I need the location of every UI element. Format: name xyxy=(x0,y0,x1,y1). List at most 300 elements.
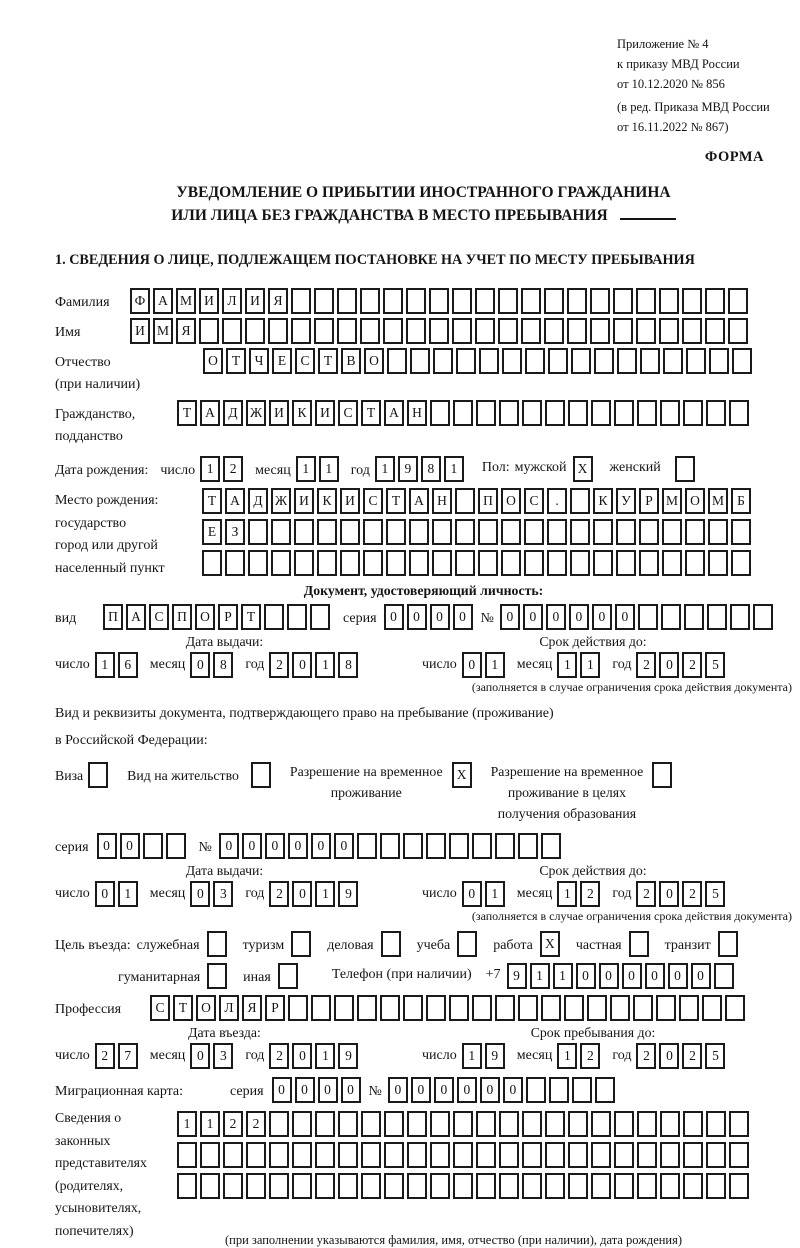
cell[interactable] xyxy=(502,348,522,374)
cell[interactable] xyxy=(638,604,658,630)
cell[interactable] xyxy=(541,995,561,1021)
residence-permit-checkbox[interactable] xyxy=(251,762,274,788)
cell[interactable] xyxy=(264,604,284,630)
cell[interactable] xyxy=(200,1142,220,1168)
cell[interactable] xyxy=(383,288,403,314)
cell[interactable]: 2 xyxy=(246,1111,266,1137)
representatives-row3-cells[interactable] xyxy=(177,1173,752,1199)
cell[interactable] xyxy=(545,400,565,426)
cell[interactable] xyxy=(731,550,751,576)
cell[interactable] xyxy=(499,1111,519,1137)
cell[interactable]: С xyxy=(150,995,170,1021)
cell[interactable]: Н xyxy=(432,488,452,514)
cell[interactable] xyxy=(637,1173,657,1199)
cell[interactable]: Ф xyxy=(130,288,150,314)
cell[interactable] xyxy=(544,288,564,314)
cell[interactable] xyxy=(501,519,521,545)
birthdate-year-cells[interactable] xyxy=(375,456,467,482)
birthdate-month-cells[interactable] xyxy=(296,456,342,482)
cell[interactable] xyxy=(705,318,725,344)
cell[interactable] xyxy=(472,833,492,859)
cell[interactable] xyxy=(407,1142,427,1168)
cell[interactable] xyxy=(456,348,476,374)
cell[interactable] xyxy=(360,288,380,314)
cell[interactable]: 0 xyxy=(500,604,520,630)
cell[interactable] xyxy=(590,288,610,314)
sex-female-checkbox[interactable] xyxy=(675,456,698,482)
cell[interactable]: У xyxy=(616,488,636,514)
cell[interactable] xyxy=(684,604,704,630)
cell[interactable]: 2 xyxy=(682,652,702,678)
cell[interactable] xyxy=(587,995,607,1021)
cell[interactable] xyxy=(729,1173,749,1199)
cell[interactable] xyxy=(522,1111,542,1137)
cell[interactable] xyxy=(338,1111,358,1137)
cell[interactable] xyxy=(656,995,676,1021)
birthplace-row2-cells[interactable] xyxy=(202,519,754,545)
cell[interactable]: 1 xyxy=(444,456,464,482)
cell[interactable] xyxy=(294,550,314,576)
identity-valid-year-cells[interactable] xyxy=(636,652,728,678)
cell[interactable] xyxy=(478,519,498,545)
cell[interactable] xyxy=(88,762,108,788)
cell[interactable] xyxy=(453,1111,473,1137)
cell[interactable]: О xyxy=(364,348,384,374)
cell[interactable]: X xyxy=(452,762,472,788)
cell[interactable] xyxy=(728,288,748,314)
cell[interactable] xyxy=(292,1142,312,1168)
cell[interactable] xyxy=(246,1142,266,1168)
cell[interactable]: К xyxy=(292,400,312,426)
cell[interactable]: 1 xyxy=(557,881,577,907)
cell[interactable]: 0 xyxy=(341,1077,361,1103)
cell[interactable]: 0 xyxy=(462,881,482,907)
cell[interactable]: А xyxy=(153,288,173,314)
entry-year-cells[interactable] xyxy=(269,1043,361,1069)
cell[interactable] xyxy=(314,288,334,314)
cell[interactable]: 2 xyxy=(636,1043,656,1069)
stay-until-month-cells[interactable] xyxy=(557,1043,603,1069)
cell[interactable] xyxy=(613,288,633,314)
cell[interactable]: 1 xyxy=(315,881,335,907)
cell[interactable] xyxy=(685,550,705,576)
purpose-transit-checkbox[interactable] xyxy=(718,931,741,957)
cell[interactable] xyxy=(222,318,242,344)
cell[interactable] xyxy=(407,1111,427,1137)
cell[interactable]: З xyxy=(225,519,245,545)
cell[interactable]: К xyxy=(593,488,613,514)
cell[interactable]: 5 xyxy=(705,881,725,907)
cell[interactable]: 2 xyxy=(95,1043,115,1069)
cell[interactable] xyxy=(729,400,749,426)
cell[interactable] xyxy=(337,318,357,344)
cell[interactable] xyxy=(449,995,469,1021)
cell[interactable] xyxy=(403,833,423,859)
cell[interactable] xyxy=(292,1173,312,1199)
cell[interactable] xyxy=(545,1111,565,1137)
purpose-official-checkbox[interactable] xyxy=(207,931,230,957)
cell[interactable] xyxy=(613,318,633,344)
cell[interactable] xyxy=(430,1173,450,1199)
cell[interactable]: 0 xyxy=(190,881,210,907)
cell[interactable] xyxy=(337,288,357,314)
cell[interactable] xyxy=(595,1077,615,1103)
cell[interactable] xyxy=(522,400,542,426)
cell[interactable] xyxy=(706,400,726,426)
cell[interactable]: 0 xyxy=(659,652,679,678)
residence-issue-day-cells[interactable] xyxy=(95,881,141,907)
cell[interactable] xyxy=(202,550,222,576)
cell[interactable] xyxy=(707,604,727,630)
cell[interactable] xyxy=(570,550,590,576)
cell[interactable] xyxy=(407,1173,427,1199)
cell[interactable]: 1 xyxy=(118,881,138,907)
cell[interactable] xyxy=(143,833,163,859)
birthdate-day-cells[interactable] xyxy=(200,456,246,482)
cell[interactable] xyxy=(547,519,567,545)
cell[interactable] xyxy=(547,550,567,576)
cell[interactable]: 0 xyxy=(622,963,642,989)
cell[interactable]: 0 xyxy=(434,1077,454,1103)
cell[interactable]: 3 xyxy=(213,1043,233,1069)
cell[interactable] xyxy=(564,995,584,1021)
cell[interactable] xyxy=(593,519,613,545)
cell[interactable] xyxy=(246,1173,266,1199)
cell[interactable] xyxy=(433,348,453,374)
cell[interactable] xyxy=(660,1111,680,1137)
cell[interactable] xyxy=(549,1077,569,1103)
cell[interactable] xyxy=(361,1173,381,1199)
cell[interactable]: Ч xyxy=(249,348,269,374)
cell[interactable]: 0 xyxy=(292,652,312,678)
cell[interactable] xyxy=(683,400,703,426)
cell[interactable]: 0 xyxy=(659,1043,679,1069)
cell[interactable] xyxy=(452,318,472,344)
sex-male-checkbox[interactable] xyxy=(573,456,596,482)
cell[interactable]: 1 xyxy=(315,1043,335,1069)
cell[interactable]: С xyxy=(338,400,358,426)
cell[interactable]: К xyxy=(317,488,337,514)
cell[interactable] xyxy=(476,1111,496,1137)
cell[interactable]: П xyxy=(172,604,192,630)
cell[interactable] xyxy=(501,550,521,576)
cell[interactable] xyxy=(403,995,423,1021)
cell[interactable]: 0 xyxy=(388,1077,408,1103)
cell[interactable] xyxy=(475,318,495,344)
cell[interactable]: 1 xyxy=(200,456,220,482)
cell[interactable] xyxy=(659,288,679,314)
cell[interactable] xyxy=(317,550,337,576)
cell[interactable]: 1 xyxy=(462,1043,482,1069)
cell[interactable]: 0 xyxy=(120,833,140,859)
cell[interactable] xyxy=(476,400,496,426)
cell[interactable] xyxy=(593,550,613,576)
cell[interactable] xyxy=(662,519,682,545)
cell[interactable] xyxy=(498,318,518,344)
cell[interactable]: Ж xyxy=(271,488,291,514)
cell[interactable] xyxy=(521,288,541,314)
cell[interactable] xyxy=(702,995,722,1021)
cell[interactable] xyxy=(291,318,311,344)
cell[interactable]: П xyxy=(478,488,498,514)
cell[interactable] xyxy=(541,833,561,859)
cell[interactable] xyxy=(269,1142,289,1168)
temp-residence-education-checkbox[interactable] xyxy=(652,762,675,788)
cell[interactable]: О xyxy=(195,604,215,630)
cell[interactable]: 0 xyxy=(295,1077,315,1103)
cell[interactable]: Т xyxy=(318,348,338,374)
phone-cells[interactable] xyxy=(507,963,737,989)
cell[interactable] xyxy=(637,1111,657,1137)
cell[interactable]: М xyxy=(708,488,728,514)
cell[interactable] xyxy=(660,1142,680,1168)
cell[interactable]: 2 xyxy=(636,881,656,907)
cell[interactable] xyxy=(334,995,354,1021)
cell[interactable]: 0 xyxy=(576,963,596,989)
cell[interactable] xyxy=(317,519,337,545)
cell[interactable] xyxy=(314,318,334,344)
cell[interactable]: И xyxy=(340,488,360,514)
cell[interactable] xyxy=(522,1142,542,1168)
cell[interactable] xyxy=(384,1142,404,1168)
cell[interactable] xyxy=(291,288,311,314)
cell[interactable]: 0 xyxy=(242,833,262,859)
cell[interactable] xyxy=(610,995,630,1021)
cell[interactable] xyxy=(683,1111,703,1137)
identity-number-cells[interactable] xyxy=(500,604,776,630)
cell[interactable] xyxy=(639,550,659,576)
cell[interactable]: О xyxy=(196,995,216,1021)
cell[interactable]: 0 xyxy=(190,1043,210,1069)
cell[interactable] xyxy=(568,1173,588,1199)
visa-checkbox[interactable] xyxy=(88,762,111,788)
cell[interactable]: 0 xyxy=(430,604,450,630)
cell[interactable]: О xyxy=(685,488,705,514)
purpose-tourism-checkbox[interactable] xyxy=(291,931,314,957)
entry-month-cells[interactable] xyxy=(190,1043,236,1069)
representatives-row2-cells[interactable] xyxy=(177,1142,752,1168)
cell[interactable]: Н xyxy=(407,400,427,426)
cell[interactable]: 1 xyxy=(557,652,577,678)
cell[interactable] xyxy=(245,318,265,344)
residence-issue-month-cells[interactable] xyxy=(190,881,236,907)
cell[interactable]: 1 xyxy=(296,456,316,482)
cell[interactable] xyxy=(524,550,544,576)
cell[interactable] xyxy=(177,1142,197,1168)
identity-type-cells[interactable] xyxy=(103,604,333,630)
cell[interactable] xyxy=(478,550,498,576)
cell[interactable]: 0 xyxy=(288,833,308,859)
cell[interactable]: 0 xyxy=(523,604,543,630)
cell[interactable] xyxy=(476,1173,496,1199)
cell[interactable]: 0 xyxy=(645,963,665,989)
cell[interactable]: И xyxy=(199,288,219,314)
cell[interactable] xyxy=(410,348,430,374)
cell[interactable]: 3 xyxy=(213,881,233,907)
cell[interactable] xyxy=(683,1142,703,1168)
cell[interactable]: . xyxy=(547,488,567,514)
cell[interactable] xyxy=(361,1111,381,1137)
cell[interactable] xyxy=(384,1173,404,1199)
cell[interactable] xyxy=(636,318,656,344)
cell[interactable] xyxy=(409,519,429,545)
cell[interactable]: 0 xyxy=(546,604,566,630)
cell[interactable]: 0 xyxy=(480,1077,500,1103)
cell[interactable]: 0 xyxy=(97,833,117,859)
cell[interactable]: 2 xyxy=(682,881,702,907)
cell[interactable] xyxy=(207,931,227,957)
cell[interactable] xyxy=(384,1111,404,1137)
cell[interactable]: 2 xyxy=(580,881,600,907)
cell[interactable] xyxy=(636,288,656,314)
cell[interactable] xyxy=(591,1142,611,1168)
cell[interactable]: А xyxy=(409,488,429,514)
cell[interactable]: Д xyxy=(248,488,268,514)
identity-issue-year-cells[interactable] xyxy=(269,652,361,678)
cell[interactable] xyxy=(432,519,452,545)
cell[interactable] xyxy=(659,318,679,344)
cell[interactable]: Д xyxy=(223,400,243,426)
cell[interactable] xyxy=(524,519,544,545)
cell[interactable] xyxy=(679,995,699,1021)
cell[interactable]: 6 xyxy=(118,652,138,678)
citizenship-cells[interactable] xyxy=(177,400,752,426)
residence-series-cells[interactable] xyxy=(97,833,189,859)
cell[interactable] xyxy=(567,318,587,344)
cell[interactable]: 2 xyxy=(269,652,289,678)
cell[interactable]: 0 xyxy=(503,1077,523,1103)
cell[interactable]: А xyxy=(225,488,245,514)
cell[interactable] xyxy=(640,348,660,374)
cell[interactable]: 0 xyxy=(190,652,210,678)
cell[interactable] xyxy=(548,348,568,374)
cell[interactable]: И xyxy=(130,318,150,344)
cell[interactable] xyxy=(357,833,377,859)
cell[interactable] xyxy=(616,519,636,545)
migration-series-cells[interactable] xyxy=(272,1077,364,1103)
cell[interactable] xyxy=(380,995,400,1021)
cell[interactable]: Т xyxy=(241,604,261,630)
cell[interactable] xyxy=(310,604,330,630)
cell[interactable] xyxy=(682,318,702,344)
cell[interactable] xyxy=(683,1173,703,1199)
cell[interactable] xyxy=(709,348,729,374)
cell[interactable]: 9 xyxy=(485,1043,505,1069)
cell[interactable] xyxy=(499,1142,519,1168)
cell[interactable]: 0 xyxy=(462,652,482,678)
cell[interactable] xyxy=(455,550,475,576)
cell[interactable]: 2 xyxy=(223,456,243,482)
cell[interactable]: 0 xyxy=(659,881,679,907)
cell[interactable] xyxy=(453,1142,473,1168)
cell[interactable] xyxy=(268,318,288,344)
cell[interactable]: Л xyxy=(219,995,239,1021)
cell[interactable] xyxy=(207,963,227,989)
cell[interactable]: Я xyxy=(242,995,262,1021)
cell[interactable]: Т xyxy=(173,995,193,1021)
birthplace-row3-cells[interactable] xyxy=(202,550,754,576)
cell[interactable]: Р xyxy=(639,488,659,514)
cell[interactable]: С xyxy=(363,488,383,514)
cell[interactable]: 1 xyxy=(200,1111,220,1137)
cell[interactable] xyxy=(429,288,449,314)
cell[interactable]: Т xyxy=(177,400,197,426)
cell[interactable]: О xyxy=(501,488,521,514)
cell[interactable] xyxy=(453,400,473,426)
cell[interactable] xyxy=(729,1111,749,1137)
cell[interactable]: 1 xyxy=(553,963,573,989)
cell[interactable]: 9 xyxy=(507,963,527,989)
cell[interactable]: Я xyxy=(268,288,288,314)
cell[interactable] xyxy=(732,348,752,374)
cell[interactable] xyxy=(430,400,450,426)
cell[interactable]: 9 xyxy=(338,1043,358,1069)
migration-number-cells[interactable] xyxy=(388,1077,618,1103)
stay-until-year-cells[interactable] xyxy=(636,1043,728,1069)
cell[interactable]: П xyxy=(103,604,123,630)
cell[interactable] xyxy=(166,833,186,859)
cell[interactable] xyxy=(177,1173,197,1199)
cell[interactable]: 1 xyxy=(557,1043,577,1069)
cell[interactable] xyxy=(288,995,308,1021)
purpose-other-checkbox[interactable] xyxy=(278,963,301,989)
cell[interactable] xyxy=(498,288,518,314)
purpose-private-checkbox[interactable] xyxy=(629,931,652,957)
cell[interactable]: 0 xyxy=(691,963,711,989)
cell[interactable] xyxy=(725,995,745,1021)
cell[interactable]: Б xyxy=(731,488,751,514)
cell[interactable]: 8 xyxy=(213,652,233,678)
cell[interactable] xyxy=(452,288,472,314)
cell[interactable]: Ж xyxy=(246,400,266,426)
residence-valid-day-cells[interactable] xyxy=(462,881,508,907)
cell[interactable] xyxy=(406,318,426,344)
cell[interactable] xyxy=(223,1142,243,1168)
cell[interactable]: 1 xyxy=(530,963,550,989)
cell[interactable] xyxy=(386,519,406,545)
cell[interactable] xyxy=(409,550,429,576)
cell[interactable]: 1 xyxy=(95,652,115,678)
cell[interactable]: Т xyxy=(386,488,406,514)
cell[interactable] xyxy=(199,318,219,344)
cell[interactable] xyxy=(248,550,268,576)
cell[interactable] xyxy=(383,318,403,344)
cell[interactable] xyxy=(449,833,469,859)
cell[interactable] xyxy=(495,995,515,1021)
cell[interactable] xyxy=(455,519,475,545)
cell[interactable]: 2 xyxy=(223,1111,243,1137)
cell[interactable]: 0 xyxy=(318,1077,338,1103)
cell[interactable]: 0 xyxy=(272,1077,292,1103)
cell[interactable]: 9 xyxy=(338,881,358,907)
cell[interactable]: 0 xyxy=(411,1077,431,1103)
cell[interactable] xyxy=(714,963,734,989)
cell[interactable] xyxy=(380,833,400,859)
cell[interactable] xyxy=(675,456,695,482)
cell[interactable] xyxy=(705,288,725,314)
residence-valid-month-cells[interactable] xyxy=(557,881,603,907)
cell[interactable] xyxy=(718,931,738,957)
cell[interactable]: 0 xyxy=(311,833,331,859)
cell[interactable]: А xyxy=(200,400,220,426)
cell[interactable]: И xyxy=(315,400,335,426)
cell[interactable] xyxy=(545,1142,565,1168)
cell[interactable]: 0 xyxy=(453,604,473,630)
cell[interactable]: 0 xyxy=(592,604,612,630)
cell[interactable] xyxy=(660,1173,680,1199)
residence-number-cells[interactable] xyxy=(219,833,564,859)
cell[interactable] xyxy=(499,1173,519,1199)
